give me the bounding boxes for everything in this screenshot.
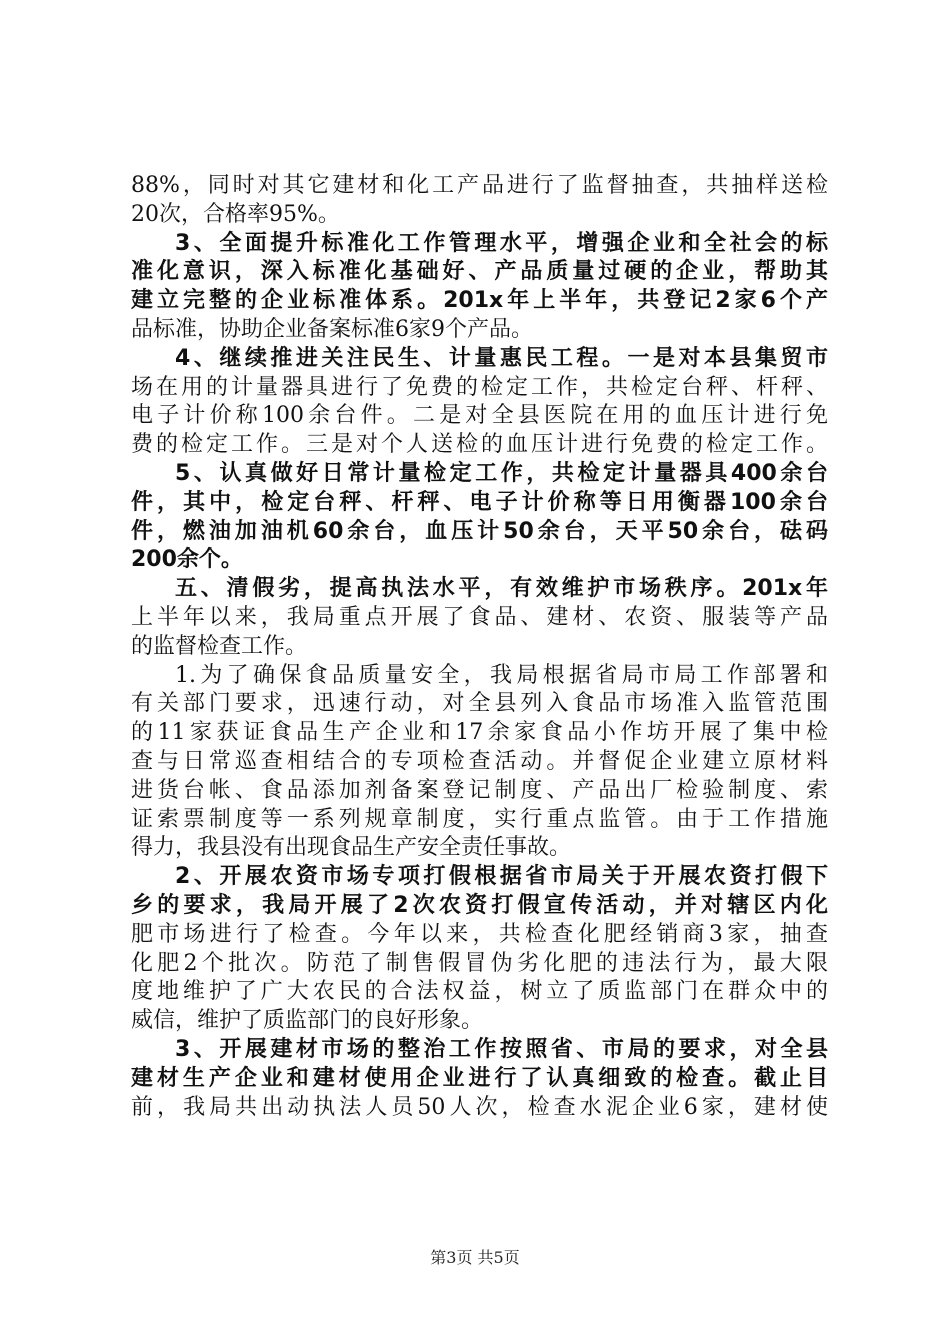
text-line: 准化意识，深入标准化基础好、产品质量过硬的企业，帮助其 — [131, 259, 828, 285]
text-line: 查与日常巡查相结合的专项检查活动。并督促企业建立原材料 — [131, 748, 828, 774]
text-line: 证索票制度等一系列规章制度，实行重点监管。由于工作措施 — [131, 806, 828, 832]
document-body — [131, 172, 828, 1122]
text-line: 3、全面提升标准化工作管理水平，增强企业和全社会的标 — [175, 230, 828, 256]
text-line: 件，其中，检定台秤、杆秤、电子计价称等日用衡器100余台 — [131, 489, 828, 515]
text-line: 五、清假劣，提高执法水平，有效维护市场秩序。201x年 — [175, 576, 828, 602]
text-line: 前，我局共出动执法人员50人次，检查水泥企业6家，建材使 — [131, 1094, 828, 1120]
text-line: 20次，合格率95%。 — [131, 201, 340, 227]
text-line: 件，燃油加油机60余台，血压计50余台，天平50余台，砝码 — [131, 518, 828, 544]
text-line: 1.为了确保食品质量安全，我局根据省局市局工作部署和 — [175, 662, 828, 688]
text-line: 电子计价称100余台件。二是对全县医院在用的血压计进行免 — [131, 403, 828, 429]
text-line: 肥市场进行了检查。今年以来，共检查化肥经销商3家，抽查 — [131, 921, 828, 947]
text-line: 4、继续推进关注民生、计量惠民工程。一是对本县集贸市 — [175, 345, 828, 371]
text-line: 上半年以来，我局重点开展了食品、建材、农资、服装等产品 — [131, 604, 828, 630]
text-line: 88%，同时对其它建材和化工产品进行了监督抽查，共抽样送检 — [131, 173, 828, 198]
text-line: 有关部门要求，迅速行动，对全县列入食品市场准入监管范围 — [131, 691, 828, 717]
text-line: 费的检定工作。三是对个人送检的血压计进行免费的检定工作。 — [131, 432, 828, 458]
page-footer: 第3页 共5页 — [430, 1248, 520, 1267]
text-line: 2、开展农资市场专项打假根据省市局关于开展农资打假下 — [175, 864, 828, 890]
text-line: 3、开展建材市场的整治工作按照省、市局的要求，对全县 — [175, 1036, 828, 1062]
text-line: 品标准，协助企业备案标准6家9个产品。 — [131, 316, 533, 342]
text-line: 200余个。 — [131, 547, 243, 573]
text-line: 建材生产企业和建材使用企业进行了认真细致的检查。截止目 — [131, 1065, 828, 1091]
text-line: 乡的要求，我局开展了2次农资打假宣传活动，并对辖区内化 — [131, 892, 828, 918]
text-line: 威信，维护了质监部门的良好形象。 — [131, 1008, 484, 1034]
text-line: 的监督检查工作。 — [131, 633, 308, 659]
text-line: 5、认真做好日常计量检定工作，共检定计量器具400余台 — [175, 460, 828, 486]
text-line: 场在用的计量器具进行了免费的检定工作，共检定台秤、杆秤、 — [131, 374, 828, 400]
text-line: 的11家获证食品生产企业和17余家食品小作坊开展了集中检 — [131, 720, 828, 746]
text-line: 度地维护了广大农民的合法权益，树立了质监部门在群众中的 — [131, 979, 828, 1005]
text-line: 化肥2个批次。防范了制售假冒伪劣化肥的违法行为，最大限 — [131, 950, 828, 976]
text-line: 得力，我县没有出现食品生产安全责任事故。 — [131, 835, 572, 861]
text-line: 建立完整的企业标准体系。201x年上半年，共登记2家6个产 — [131, 288, 828, 314]
text-line: 进货台帐、食品添加剂备案登记制度、产品出厂检验制度、索 — [131, 777, 828, 803]
